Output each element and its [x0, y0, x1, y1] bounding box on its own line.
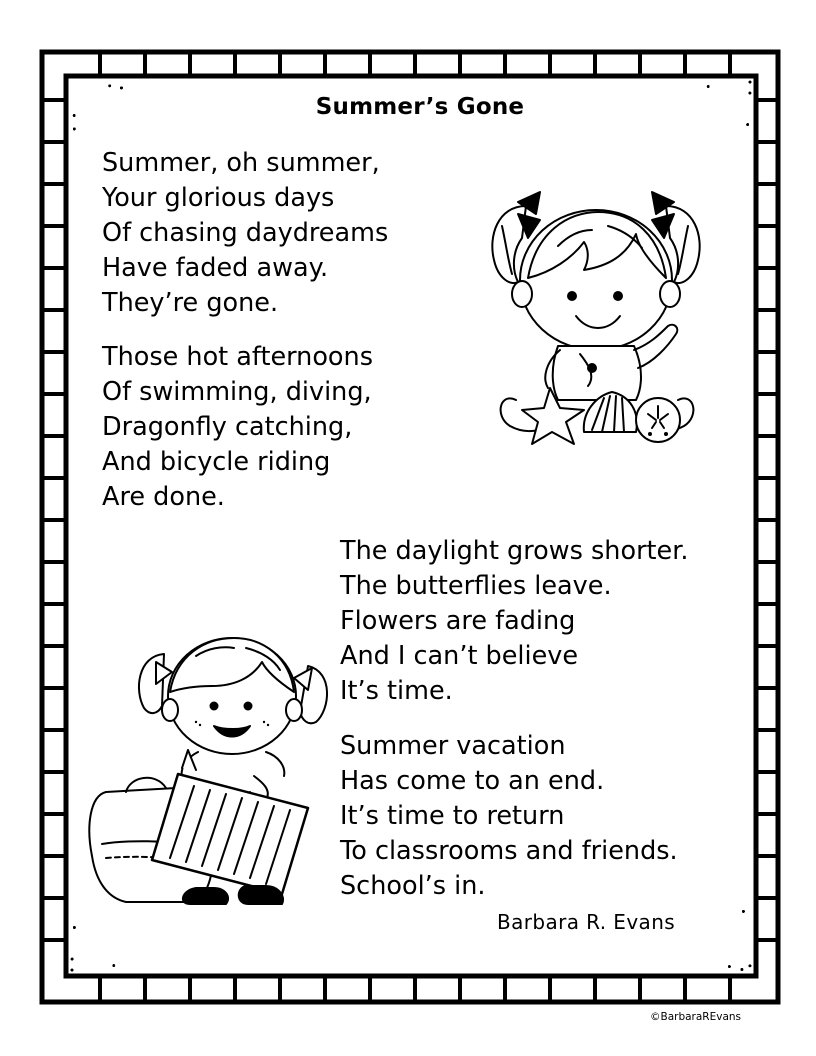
corner-speckle: [71, 969, 74, 972]
corner-speckle: [120, 87, 123, 90]
copyright-notice: ©BarbaraREvans: [650, 1011, 742, 1023]
poem-line: Your glorious days: [102, 183, 335, 213]
poem-line: Summer, oh summer,: [102, 148, 380, 178]
poem-line: Those hot afternoons: [102, 342, 373, 372]
corner-speckle: [112, 964, 115, 967]
poem-line: Flowers are fading: [340, 606, 576, 636]
corner-speckle: [707, 85, 710, 88]
stanza-3: [340, 534, 688, 709]
corner-speckle: [728, 965, 731, 968]
poem-line: It’s time.: [340, 676, 453, 706]
stanza-4: [340, 729, 678, 904]
poem-line: Dragonfly catching,: [102, 412, 353, 442]
poem-line: Of swimming, diving,: [102, 377, 372, 407]
poem-line: Have faded away.: [102, 253, 329, 283]
stanza-1: [102, 146, 388, 321]
poem-line: The butterflies leave.: [340, 571, 612, 601]
corner-speckle: [741, 968, 744, 971]
corner-speckle: [73, 926, 76, 929]
poem-line: And bicycle riding: [102, 447, 331, 477]
poem-author: Barbara R. Evans: [497, 910, 676, 934]
corner-speckle: [742, 910, 745, 913]
poem-line: They’re gone.: [102, 288, 279, 318]
corner-speckle: [73, 128, 76, 131]
stanza-2: [102, 340, 373, 515]
girl-with-backpack-and-notebook-icon: [86, 626, 330, 906]
poem-line: School’s in.: [340, 871, 486, 901]
corner-speckle: [71, 958, 74, 961]
poem-line: It’s time to return: [340, 801, 565, 831]
corner-speckle: [108, 84, 111, 87]
poem-line: Of chasing daydreams: [102, 218, 389, 248]
poem-line: To classrooms and friends.: [340, 836, 678, 866]
corner-speckle: [749, 81, 752, 84]
poem-title: Summer’s Gone: [315, 94, 525, 120]
corner-speckle: [746, 123, 749, 126]
girl-with-starfish-and-shells-icon: [488, 186, 704, 448]
poem-line: Summer vacation: [340, 731, 566, 761]
poem-line: Are done.: [102, 482, 225, 512]
poem-line: Has come to an end.: [340, 766, 605, 796]
poem-line: The daylight grows shorter.: [340, 536, 689, 566]
poem-line: And I can’t believe: [340, 641, 579, 671]
corner-speckle: [749, 965, 752, 968]
